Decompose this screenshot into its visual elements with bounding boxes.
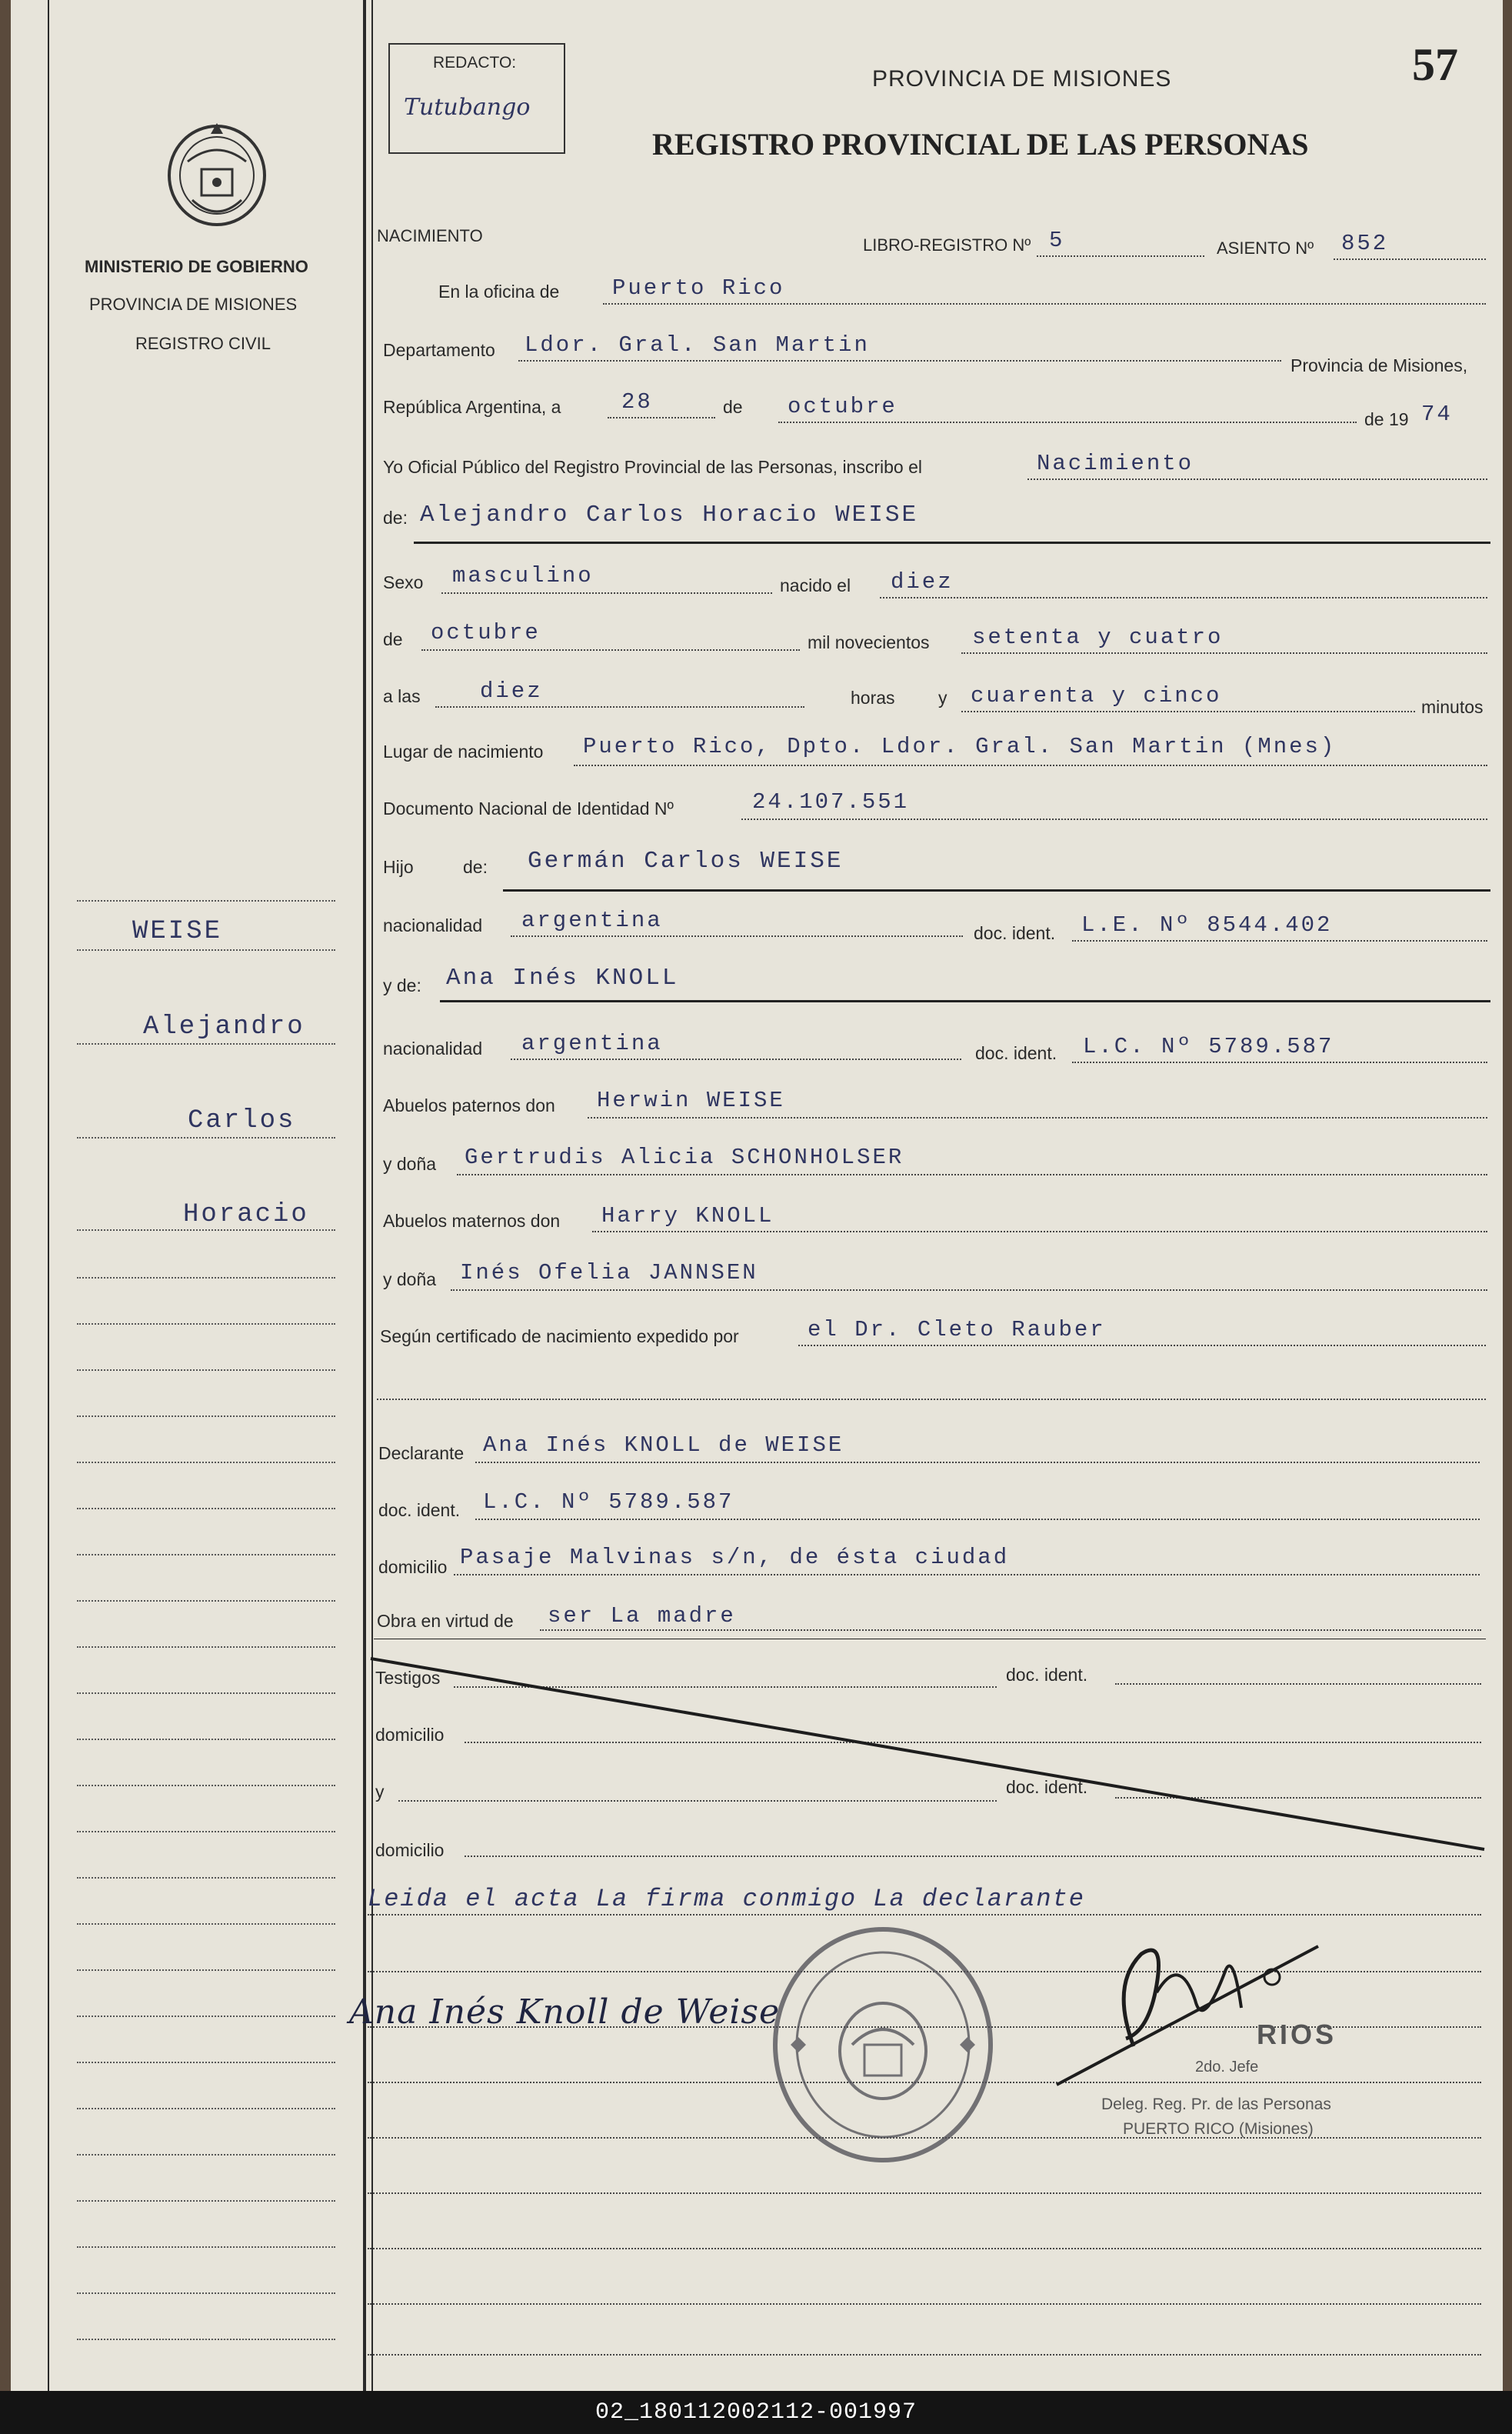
- testigos-label: Testigos: [375, 1668, 441, 1688]
- abuela-m-line: [451, 1289, 1487, 1291]
- ydona2-label: y doña: [383, 1269, 437, 1289]
- madre-value: Ana Inés KNOLL: [446, 965, 679, 992]
- doc2-label: doc. ident.: [975, 1043, 1057, 1063]
- inscribo-value: Nacimiento: [1037, 451, 1194, 476]
- doc-ident-t1: doc. ident.: [1006, 1665, 1088, 1685]
- nacido-value: diez: [891, 569, 954, 595]
- blank-line: [368, 2192, 1481, 2194]
- dni-label: Documento Nacional de Identidad Nº: [383, 799, 674, 819]
- redacto-signature: Tutubango: [404, 94, 531, 121]
- sexo-value: masculino: [452, 563, 594, 588]
- column-divider-rule-inner: [371, 0, 373, 2391]
- departamento-label: Departamento: [383, 340, 495, 360]
- archive-footer-id: 02_180112002112-001997: [0, 2391, 1512, 2434]
- padre-line: [503, 889, 1490, 892]
- nac2-label: nacionalidad: [383, 1039, 483, 1059]
- doc3-label: doc. ident.: [378, 1500, 461, 1520]
- libro-value: 5: [1049, 228, 1065, 253]
- declarante-value: Ana Inés KNOLL de WEISE: [483, 1432, 844, 1458]
- column-divider-rule: [363, 0, 366, 2391]
- asiento-label: ASIENTO Nº: [1217, 238, 1314, 258]
- yo-label: Yo Oficial Público del Registro Provincial de las Personas, inscribo el: [383, 457, 922, 477]
- doc1-value: L.E. Nº 8544.402: [1081, 912, 1333, 938]
- margin-line: [77, 1369, 335, 1371]
- ydona1-label: y doña: [383, 1154, 437, 1174]
- abuelo-p-value: Herwin WEISE: [597, 1088, 785, 1113]
- departamento-value: Ldor. Gral. San Martin: [525, 332, 870, 358]
- official-stamp-line3: PUERTO RICO (Misiones): [1123, 2120, 1314, 2138]
- margin-line: [77, 2062, 335, 2063]
- province-crest-icon: [148, 108, 286, 238]
- margin-line: [77, 900, 335, 902]
- certificado-label: Según certificado de nacimiento expedido por: [380, 1326, 739, 1346]
- margin-line: [77, 1462, 335, 1463]
- abuelo-m-value: Harry KNOLL: [601, 1203, 774, 1229]
- declarante-label: Declarante: [378, 1443, 465, 1463]
- provincia-suffix: Provincia de Misiones,: [1291, 355, 1468, 375]
- leida-line: [368, 1914, 1481, 1916]
- anio-label: de 19: [1364, 409, 1409, 429]
- domicilio-value: Pasaje Malvinas s/n, de ésta ciudad: [460, 1545, 1010, 1570]
- hora-value: diez: [480, 679, 543, 704]
- domicilio-line: [454, 1574, 1480, 1575]
- sexo-label: Sexo: [383, 572, 424, 592]
- departamento-line: [518, 360, 1281, 362]
- nac2-value: argentina: [521, 1031, 663, 1056]
- margin-line: [77, 1877, 335, 1879]
- official-stamp-line1: 2do. Jefe: [1195, 2059, 1259, 2076]
- lugar-line: [574, 765, 1487, 766]
- lugar-label: Lugar de nacimiento: [383, 742, 544, 762]
- margin-line: [77, 2292, 335, 2294]
- hora-line: [435, 706, 804, 708]
- hijo-de-label: de:: [463, 857, 488, 877]
- margin-line: [77, 1229, 335, 1231]
- anio-texto-line: [961, 652, 1487, 654]
- margin-line: [77, 1646, 335, 1648]
- declarant-signature: Ana Inés Knoll de Weise: [349, 1992, 781, 2032]
- libro-line: [1037, 255, 1204, 257]
- y-t: y: [375, 1782, 385, 1802]
- blank-line: [368, 2354, 1481, 2356]
- certificado-value: el Dr. Cleto Rauber: [808, 1317, 1106, 1342]
- oficina-value: Puerto Rico: [612, 275, 785, 301]
- margin-line: [77, 2154, 335, 2156]
- abuelo-p-line: [588, 1117, 1487, 1119]
- margin-line: [77, 1969, 335, 1971]
- dni-line: [741, 819, 1487, 820]
- padre-value: Germán Carlos WEISE: [528, 848, 844, 875]
- margin-line: [77, 1923, 335, 1925]
- nombre-value: Alejandro Carlos Horacio WEISE: [420, 502, 919, 528]
- de-label: de: [723, 397, 743, 417]
- nac1-label: nacionalidad: [383, 915, 483, 935]
- margin-line: [77, 1600, 335, 1602]
- official-stamp-name: RIOS: [1257, 2019, 1337, 2050]
- mes-value: octubre: [788, 394, 898, 419]
- margin-line: [77, 1415, 335, 1417]
- abuela-p-value: Gertrudis Alicia SCHONHOLSER: [465, 1145, 904, 1170]
- madre-line: [440, 1000, 1490, 1002]
- de2-label: de: [383, 629, 403, 649]
- asiento-line: [1334, 258, 1486, 260]
- redacto-label: REDACTO:: [433, 54, 517, 72]
- ministry-line-2: PROVINCIA DE MISIONES: [89, 295, 298, 314]
- declarante-line: [475, 1462, 1480, 1463]
- doc1-label: doc. ident.: [974, 923, 1056, 943]
- minutos-label: minutos: [1421, 697, 1484, 717]
- oficina-label: En la oficina de: [438, 282, 560, 302]
- mes2-value: octubre: [431, 620, 541, 645]
- testigos-strike-line: [366, 1654, 1489, 1854]
- redacto-box: [388, 43, 565, 154]
- nombre-line: [414, 542, 1490, 544]
- anio-value: 74: [1421, 402, 1453, 427]
- minutos-value: cuarenta y cinco: [971, 683, 1222, 709]
- margin-line: [77, 1508, 335, 1509]
- doc3-value: L.C. Nº 5789.587: [483, 1489, 734, 1515]
- libro-label: LIBRO-REGISTRO Nº: [863, 235, 1031, 255]
- nac1-value: argentina: [521, 908, 663, 933]
- margin-name-3: Horacio: [183, 1200, 309, 1229]
- margin-surname: WEISE: [132, 917, 223, 946]
- margin-line: [77, 1831, 335, 1832]
- mil-label: mil novecientos: [808, 632, 930, 652]
- header-title: REGISTRO PROVINCIAL DE LAS PERSONAS: [652, 127, 1309, 162]
- oficina-line: [603, 303, 1486, 305]
- document-page: [11, 0, 1503, 2391]
- doc3-line: [475, 1519, 1480, 1520]
- margin-line: [77, 1137, 335, 1139]
- doc1-line: [1072, 940, 1487, 942]
- nacido-label: nacido el: [780, 575, 851, 595]
- blank-line: [368, 2303, 1481, 2305]
- domicilio-label: domicilio: [378, 1557, 448, 1577]
- domicilio-t1: domicilio: [375, 1725, 445, 1745]
- margin-line: [77, 1785, 335, 1786]
- nac1-line: [511, 935, 963, 937]
- alas-label: a las: [383, 686, 421, 706]
- y-label: y: [938, 688, 947, 708]
- nac2-line: [511, 1059, 961, 1060]
- abuelos-p-label: Abuelos paternos don: [383, 1095, 555, 1115]
- obra-line: [540, 1629, 1481, 1631]
- sexo-line: [441, 592, 772, 594]
- header-province: PROVINCIA DE MISIONES: [872, 66, 1172, 92]
- left-margin-rule: [48, 0, 49, 2391]
- republica-label: República Argentina, a: [383, 397, 561, 417]
- margin-name-1: Alejandro: [143, 1012, 305, 1042]
- anio-texto: setenta y cuatro: [972, 625, 1224, 650]
- asiento-value: 852: [1341, 231, 1389, 256]
- lugar-value: Puerto Rico, Dpto. Ldor. Gral. San Martin (Mnes): [583, 734, 1337, 759]
- minutos-line: [961, 711, 1415, 712]
- dni-value: 24.107.551: [752, 789, 910, 815]
- margin-line: [77, 1323, 335, 1325]
- leida-value: Leida el acta La firma conmigo La declarante: [368, 1885, 1085, 1913]
- mes-line: [778, 422, 1357, 423]
- doc-ident-t2: doc. ident.: [1006, 1777, 1088, 1797]
- certificado-line: [798, 1345, 1486, 1346]
- doc2-line: [1072, 1062, 1487, 1063]
- obra-value: ser La madre: [548, 1603, 736, 1629]
- margin-line: [77, 2339, 335, 2340]
- ministry-line-3: REGISTRO CIVIL: [135, 334, 271, 353]
- margin-line: [77, 1043, 335, 1045]
- abuela-m-value: Inés Ofelia JANNSEN: [460, 1260, 758, 1285]
- blank-line: [368, 2248, 1481, 2249]
- certificado-line-2: [377, 1399, 1486, 1400]
- margin-name-2: Carlos: [188, 1106, 296, 1135]
- abuelos-m-label: Abuelos maternos don: [383, 1211, 561, 1231]
- dia-value: 28: [621, 389, 653, 415]
- record-type: NACIMIENTO: [377, 226, 483, 245]
- yde-label: y de:: [383, 975, 421, 995]
- dia-line: [608, 417, 715, 418]
- margin-line: [77, 2016, 335, 2017]
- domicilio-t2: domicilio: [375, 1840, 445, 1860]
- doc2-value: L.C. Nº 5789.587: [1083, 1034, 1334, 1059]
- margin-line: [77, 1554, 335, 1555]
- obra-label: Obra en virtud de: [377, 1611, 514, 1631]
- official-stamp-line2: Deleg. Reg. Pr. de las Personas: [1101, 2096, 1331, 2113]
- margin-line: [77, 2246, 335, 2248]
- abuela-p-line: [457, 1174, 1487, 1175]
- margin-line: [77, 949, 335, 951]
- de-nombre-label: de:: [383, 508, 408, 528]
- margin-line: [77, 2200, 335, 2202]
- abuelo-m-line: [592, 1231, 1487, 1232]
- mes2-line: [421, 649, 800, 651]
- nacido-line: [880, 597, 1487, 598]
- domicilio-t2-line: [465, 1856, 1481, 1857]
- inscribo-line: [1027, 478, 1487, 480]
- official-seal-icon: [768, 1922, 998, 2168]
- ministry-line-1: MINISTERIO DE GOBIERNO: [85, 257, 308, 276]
- margin-line: [77, 1739, 335, 1740]
- margin-line: [77, 1277, 335, 1279]
- horas-label: horas: [851, 688, 895, 708]
- margin-line: [77, 2108, 335, 2109]
- hijo-label: Hijo: [383, 857, 414, 877]
- page-number: 57: [1412, 39, 1458, 90]
- margin-line: [77, 1692, 335, 1694]
